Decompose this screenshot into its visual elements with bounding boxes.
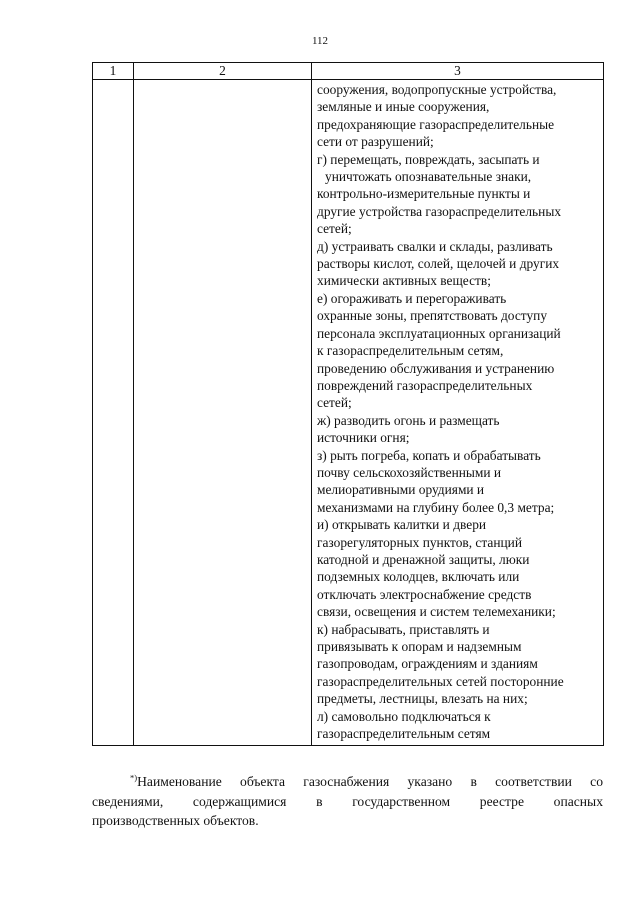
cell-column-1 bbox=[93, 80, 134, 746]
table-text-line: сооружения, водопропускные устройства, bbox=[317, 82, 557, 97]
table-text-line: г) перемещать, повреждать, засыпать и bbox=[317, 151, 540, 167]
cell-column-2 bbox=[134, 80, 312, 746]
table-text-line: проведению обслуживания и устранению bbox=[317, 360, 555, 376]
table-text-line: повреждений газораспределительных bbox=[317, 377, 533, 393]
table-text-line: растворы кислот, солей, щелочей и других bbox=[317, 256, 560, 272]
table-text-line: предметы, лестницы, влезать на них; bbox=[317, 691, 528, 707]
table-text-line: и) открывать калитки и двери bbox=[317, 517, 487, 533]
table-text-line: газораспределительных сетей посторонние bbox=[317, 673, 564, 689]
table-text-line: к) набрасывать, приставлять и bbox=[317, 621, 490, 637]
column-header-1: 1 bbox=[93, 63, 134, 80]
table-header-row bbox=[93, 63, 604, 80]
cell-column-3 bbox=[312, 80, 604, 746]
table-text-line: к газораспределительным сетям, bbox=[317, 343, 504, 359]
table-text-line: л) самовольно подключаться к bbox=[317, 708, 491, 724]
table-text-line: персонала эксплуатационных организаций bbox=[317, 325, 561, 341]
table-text-line: охранные зоны, препятствовать доступу bbox=[317, 308, 548, 324]
table-text-line: д) устраивать свалки и склады, разливать bbox=[317, 238, 553, 254]
footnote-line bbox=[92, 772, 603, 792]
table-text-line: почву сельскохозяйственными и bbox=[317, 464, 502, 480]
table-text-line: подземных колодцев, включать или bbox=[317, 569, 520, 585]
table-text-line: сети от разрушений; bbox=[317, 134, 434, 150]
table-text-line: ж) разводить огонь и размещать bbox=[317, 412, 500, 428]
table-text-line: отключать электроснабжение средств bbox=[317, 586, 532, 602]
page-number: 112 bbox=[311, 35, 329, 47]
table-text-line: связи, освещения и систем телемеханики; bbox=[317, 604, 556, 620]
table-text-line: контрольно-измерительные пункты и bbox=[317, 186, 531, 202]
table-text-line: газопроводам, ограждениям и зданиям bbox=[317, 656, 538, 672]
table-text-line: источники огня; bbox=[317, 430, 410, 446]
table-text-line: механизмами на глубину более 0,3 метра; bbox=[317, 499, 555, 515]
footnote-line: производственных объектов. bbox=[92, 813, 259, 828]
regulation-table bbox=[92, 62, 604, 746]
table-text-line: привязывать к опорам и надземным bbox=[317, 639, 522, 654]
table-text-line: предохраняющие газораспределительные bbox=[317, 116, 555, 132]
table-text-line: сетей; bbox=[317, 221, 352, 237]
column-header-3: 3 bbox=[312, 63, 604, 80]
footnote bbox=[92, 772, 603, 831]
column-header-2: 2 bbox=[134, 63, 312, 80]
table-text-line: з) рыть погреба, копать и обрабатывать bbox=[317, 447, 541, 463]
table-text-line: катодной и дренажной защиты, люки bbox=[317, 551, 530, 567]
table-text-line: земляные и иные сооружения, bbox=[317, 99, 490, 115]
table-text-line: мелиоративными орудиями и bbox=[317, 482, 485, 498]
table-text-line: газорегуляторных пунктов, станций bbox=[317, 534, 523, 550]
table-text-line: уничтожать опознавательные знаки, bbox=[325, 169, 532, 185]
table-text-line: другие устройства газораспределительных bbox=[317, 203, 562, 219]
table-row bbox=[93, 80, 604, 746]
footnote-line-text: Наименование объекта газоснабжения указано в соответствии со bbox=[137, 774, 603, 789]
table-text-line: е) огораживать и перегораживать bbox=[317, 290, 507, 306]
footnote-line: сведениями, содержащимися в государственном реестре опасных bbox=[92, 793, 603, 809]
table-text-line: сетей; bbox=[317, 395, 352, 411]
footnote-marker: *) bbox=[130, 772, 138, 783]
table-text-line: химически активных веществ; bbox=[317, 273, 491, 289]
table-text-line: газораспределительным сетям bbox=[317, 726, 491, 742]
